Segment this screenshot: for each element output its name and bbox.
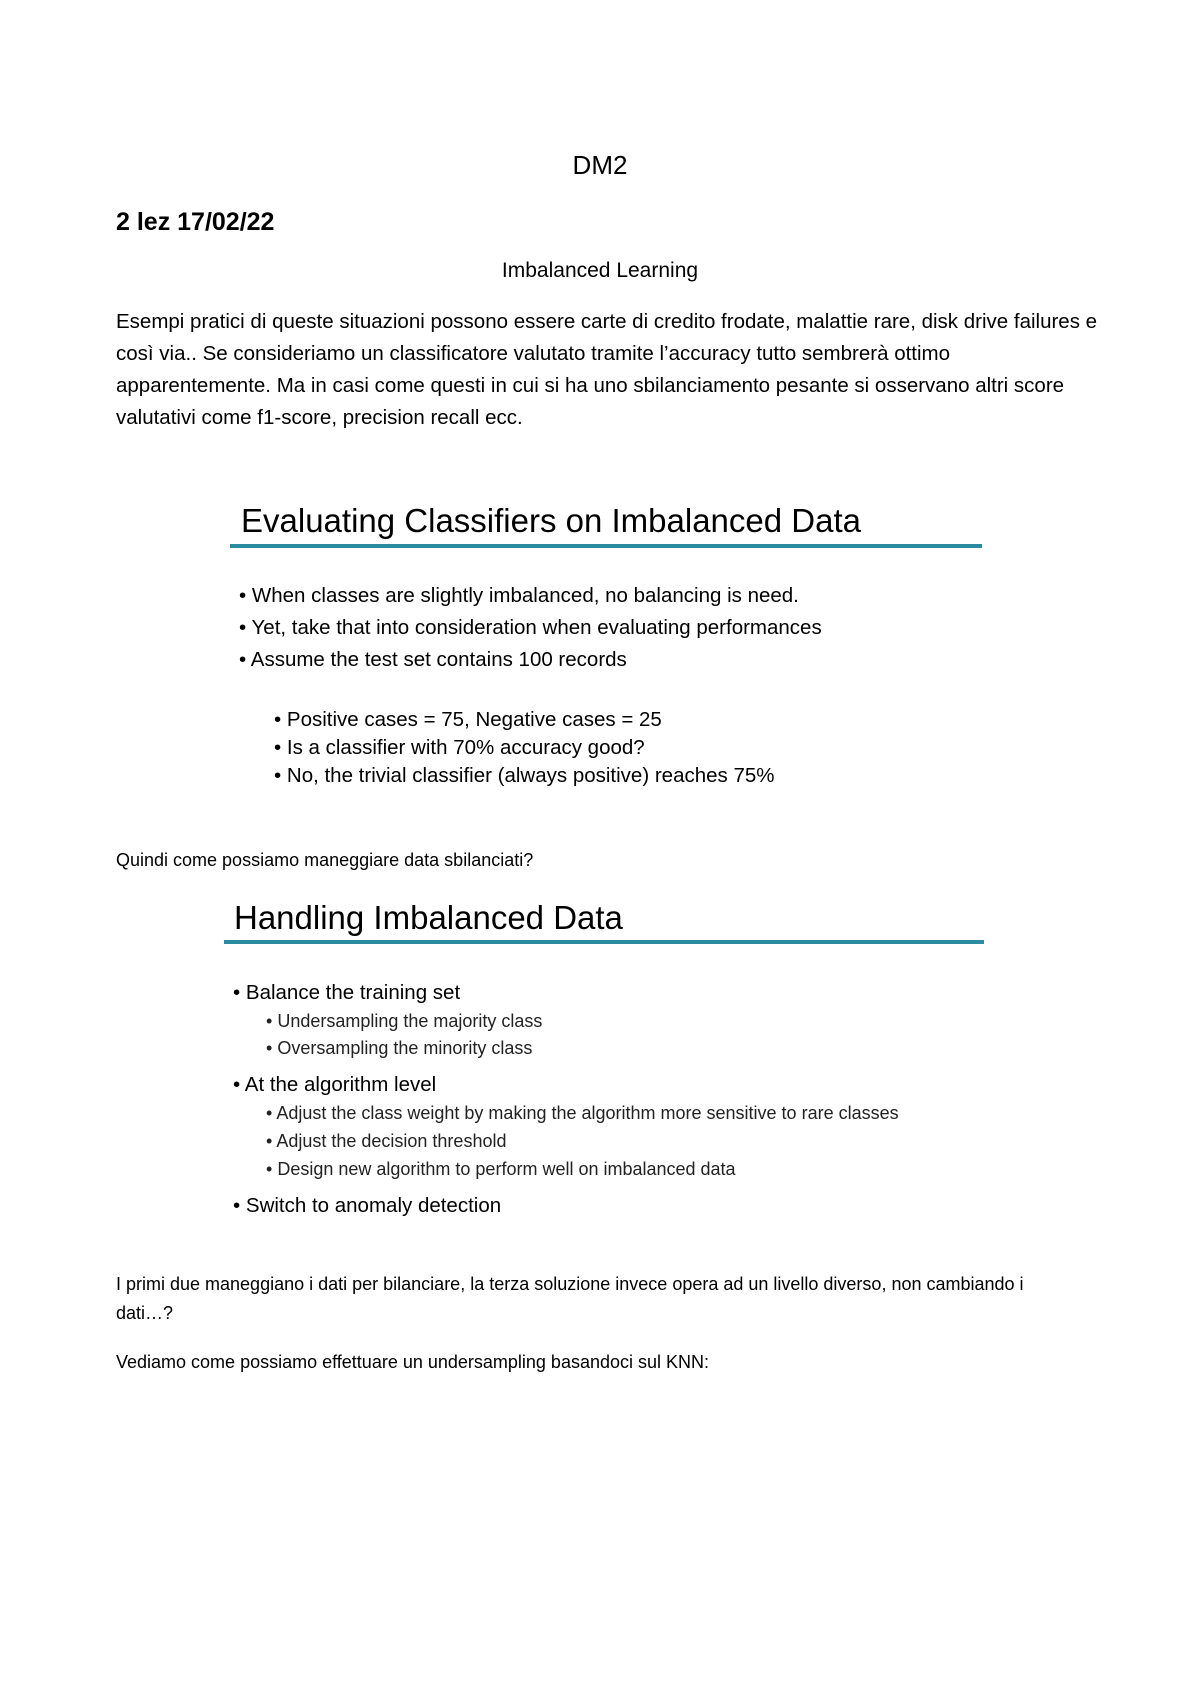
slide-title: Handling Imbalanced Data bbox=[234, 899, 623, 936]
slide-sub-bullet: • Undersampling the majority class bbox=[266, 1011, 543, 1031]
slide-bullet: • At the algorithm level bbox=[233, 1073, 437, 1096]
slide-sub-bullet: • Positive cases = 75, Negative cases = 25 bbox=[274, 708, 662, 731]
slide-sub-bullet: • Design new algorithm to perform well on imbalanced data bbox=[266, 1159, 736, 1179]
lesson-heading: 2 lez 17/02/22 bbox=[116, 208, 275, 236]
question-text: Quindi come possiamo maneggiare data sbilanciati? bbox=[116, 850, 534, 870]
slide-bullet: • Balance the training set bbox=[233, 981, 461, 1004]
closing-paragraph: I primi due maneggiano i dati per bilanciare, la terza soluzione invece opera ad un livello diverso, non cambiando i dati…? bbox=[116, 1274, 1024, 1323]
slide-bullet: • Assume the test set contains 100 records bbox=[239, 648, 627, 671]
intro-paragraph: Esempi pratici di queste situazioni possono essere carte di credito frodate, malattie rare, disk drive failures e così via.. Se consideriamo un classificatore valutato tramite l’accuracy tutto sembrerà ottimo apparentemente. Ma in casi come questi in cui si ha uno sbilanciamento pesante si osservano altri score valutativi come f1-score, precision recall ecc. bbox=[116, 310, 1098, 429]
slide-title: Evaluating Classifiers on Imbalanced Data bbox=[241, 502, 861, 539]
slide-title-underline bbox=[224, 940, 984, 944]
slide-sub-bullet: • Is a classifier with 70% accuracy good? bbox=[274, 736, 645, 759]
slide-bullet: • When classes are slightly imbalanced, no balancing is need. bbox=[239, 584, 799, 607]
document-title: DM2 bbox=[572, 150, 628, 180]
slide-bullet: • Yet, take that into consideration when evaluating performances bbox=[239, 616, 822, 639]
slide-bullet: • Switch to anomaly detection bbox=[233, 1194, 502, 1217]
slide-sub-bullet: • Adjust the decision threshold bbox=[266, 1131, 507, 1151]
slide-sub-bullet: • Adjust the class weight by making the algorithm more sensitive to rare classes bbox=[266, 1103, 899, 1123]
section-title: Imbalanced Learning bbox=[501, 259, 699, 282]
final-line: Vediamo come possiamo effettuare un undersampling basandoci sul KNN: bbox=[116, 1352, 710, 1372]
slide-sub-bullet: • No, the trivial classifier (always positive) reaches 75% bbox=[274, 764, 775, 787]
slide-title-underline bbox=[230, 544, 982, 548]
slide-sub-bullet: • Oversampling the minority class bbox=[266, 1038, 533, 1058]
